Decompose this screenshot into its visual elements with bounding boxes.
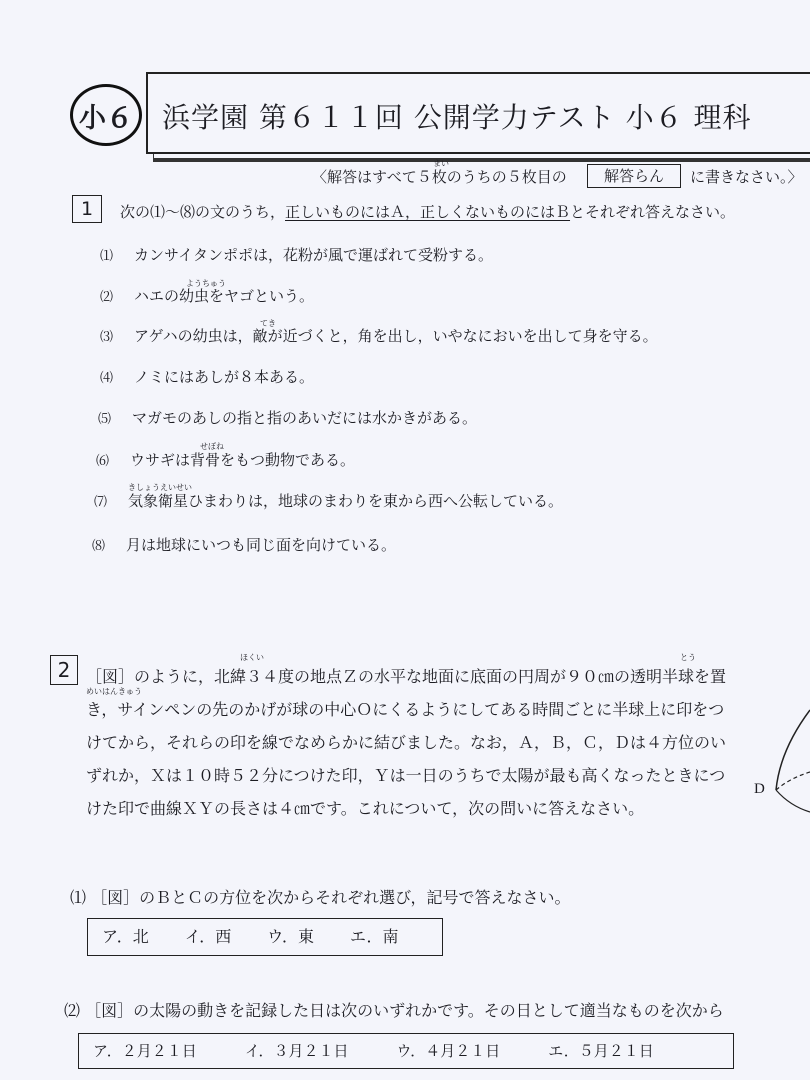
ruby-teki: てき [260, 319, 276, 328]
choice-option: ア．北 [102, 927, 149, 946]
question-1-lead [120, 201, 735, 222]
q1-lead-post: とそれぞれ答えなさい。 [570, 203, 736, 221]
ruby-kishou-eisei: きしょうえいせい [128, 483, 192, 492]
choice-option: エ．南 [350, 927, 399, 946]
ruby-youchuu: ようちゅう [186, 279, 226, 288]
choice-option: イ．３月２１日 [244, 1042, 349, 1060]
q1-item: ⑴ カンサイタンポポは，花粉が風で運ばれて受粉する。 [100, 246, 493, 264]
ruby-mai: まい [433, 159, 449, 168]
q1-item: ⑹ ウサギは背骨をもつ動物である。 [96, 451, 356, 469]
q1-lead-underlined: 正しいものにはＡ，正しくないものにはＢ [285, 203, 571, 221]
q1-item: ⑷ ノミにはあしが８本ある。 [100, 368, 315, 386]
q2-sub2-choices [78, 1033, 734, 1069]
choice-option: ウ．４月２１日 [396, 1042, 501, 1060]
ruby-sebone: せぼね [200, 442, 224, 451]
choice-option: イ．西 [184, 927, 232, 946]
q1-item: ⑵ ハエの幼虫をヤゴという。 [100, 287, 315, 305]
answer-sheet-label: 解答らん [587, 164, 681, 188]
page-title: 浜学園 第６１１回 公開学力テスト 小６ 理科 [162, 101, 752, 134]
q1-lead-pre: 次の⑴～⑻の文のうち， [120, 203, 286, 221]
diagram-label-d: D [754, 781, 765, 797]
ruby-tou: とう [680, 653, 696, 662]
question-2-number: 2 [50, 655, 78, 685]
instruction-tail: に書きなさい。〉 [690, 168, 803, 186]
q1-item: ⑺ 気象衛星ひまわりは，地球のまわりを東から西へ公転している。 [94, 492, 564, 510]
question-1-number: 1 [72, 195, 102, 223]
q2-sub1-label: ⑴ ［図］のＢとＣの方位を次からそれぞれ選び，記号で答えなさい。 [70, 888, 571, 907]
choice-option: ウ．東 [267, 927, 315, 946]
question-2-body: ［図］のように，北緯３４度の地点Ｚの水平な地面に底面の円周が９０㎝の透明半球を置き，サインペンの先のかげが球の中心Ｏにくるようにしてある時間ごとに半球上に印をつけてから，それらの印を線でなめらかに結びました。なお，Ａ，Ｂ，Ｃ，Ｄは４方位のいずれか，Ｘは１０時５２分につけた印，Ｙは一日のうちで太陽が最も高くなったときにつけた印で曲線ＸＹの長さは４㎝です。これについて，次の問いに答えなさい。 [86, 667, 727, 818]
choice-option: エ．５月２１日 [548, 1042, 654, 1060]
q2-sub1-choices [87, 918, 443, 956]
grade-badge: 小６ [70, 84, 142, 146]
ruby-hokui: ほくい [240, 653, 264, 662]
q1-item: ⑸ マガモのあしの指と指のあいだには水かきがある。 [98, 409, 478, 427]
q2-sub2-label: ⑵ ［図］の太陽の動きを記録した日は次のいずれかです。その日として適当なものを次から [64, 1001, 724, 1020]
ruby-meihankyuu: めいはんきゅう [86, 687, 142, 696]
q1-item: ⑻ 月は地球にいつも同じ面を向けている。 [92, 536, 397, 554]
q1-item: ⑶ アゲハの幼虫は，敵が近づくと，角を出し，いやなにおいを出して身を守る。 [100, 327, 658, 345]
instruction-text: 〈解答はすべて５枚のうちの５枚目の [312, 168, 567, 186]
choice-option: ア．２月２１日 [93, 1042, 197, 1060]
hemisphere-diagram [770, 690, 810, 870]
